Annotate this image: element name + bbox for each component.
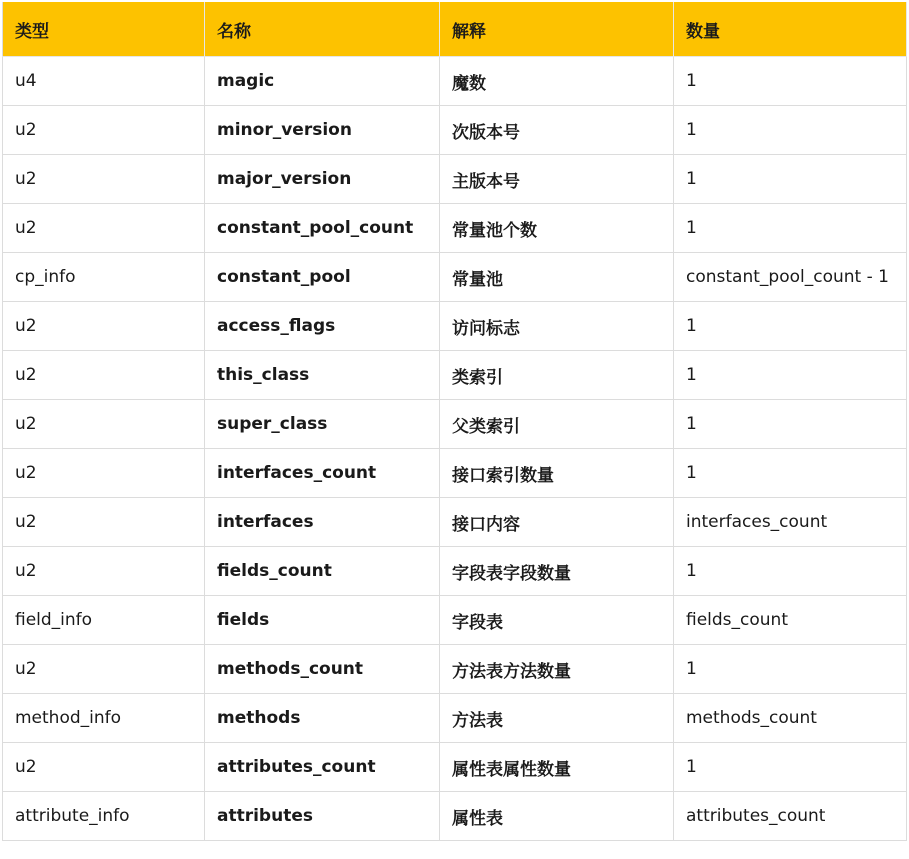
cell-name: methods [205,694,440,743]
table-row [3,106,907,155]
class-file-structure-table-container [2,2,906,841]
cell-name: constant_pool_count [205,204,440,253]
table-row [3,547,907,596]
table-row [3,400,907,449]
cell-description: 魔数 [440,57,674,106]
header-name: 名称 [205,2,440,57]
cell-count: 1 [674,57,907,106]
header-type: 类型 [3,2,205,57]
table-row [3,253,907,302]
cell-count: 1 [674,351,907,400]
cell-description: 属性表 [440,792,674,841]
cell-count: interfaces_count [674,498,907,547]
table-row [3,743,907,792]
table-row [3,596,907,645]
cell-count: fields_count [674,596,907,645]
cell-name: minor_version [205,106,440,155]
cell-type: u2 [3,106,205,155]
cell-type: u4 [3,57,205,106]
cell-count: 1 [674,106,907,155]
cell-type: u2 [3,351,205,400]
cell-description: 常量池 [440,253,674,302]
table-body [3,57,907,841]
cell-type: attribute_info [3,792,205,841]
cell-name: interfaces [205,498,440,547]
table-row [3,204,907,253]
cell-description: 次版本号 [440,106,674,155]
cell-name: constant_pool [205,253,440,302]
cell-type: u2 [3,204,205,253]
cell-count: attributes_count [674,792,907,841]
cell-name: interfaces_count [205,449,440,498]
cell-type: u2 [3,645,205,694]
cell-description: 方法表 [440,694,674,743]
table-row [3,351,907,400]
cell-description: 方法表方法数量 [440,645,674,694]
cell-description: 主版本号 [440,155,674,204]
cell-count: 1 [674,302,907,351]
cell-name: attributes [205,792,440,841]
cell-name: this_class [205,351,440,400]
cell-description: 父类索引 [440,400,674,449]
cell-description: 字段表字段数量 [440,547,674,596]
cell-description: 接口索引数量 [440,449,674,498]
cell-description: 字段表 [440,596,674,645]
header-count: 数量 [674,2,907,57]
cell-description: 接口内容 [440,498,674,547]
table-header [3,2,907,57]
cell-type: u2 [3,547,205,596]
table-row [3,155,907,204]
cell-count: 1 [674,155,907,204]
cell-count: 1 [674,204,907,253]
cell-name: attributes_count [205,743,440,792]
cell-description: 属性表属性数量 [440,743,674,792]
table-row [3,498,907,547]
cell-type: field_info [3,596,205,645]
cell-count: methods_count [674,694,907,743]
cell-count: 1 [674,400,907,449]
cell-name: magic [205,57,440,106]
cell-count: constant_pool_count - 1 [674,253,907,302]
cell-description: 访问标志 [440,302,674,351]
cell-description: 常量池个数 [440,204,674,253]
cell-name: fields [205,596,440,645]
cell-count: 1 [674,743,907,792]
cell-count: 1 [674,449,907,498]
cell-type: u2 [3,449,205,498]
cell-type: cp_info [3,253,205,302]
cell-type: method_info [3,694,205,743]
header-description: 解释 [440,2,674,57]
cell-type: u2 [3,155,205,204]
table-row [3,694,907,743]
cell-type: u2 [3,302,205,351]
table-row [3,449,907,498]
table-row [3,645,907,694]
cell-description: 类索引 [440,351,674,400]
header-row [3,2,907,57]
cell-type: u2 [3,743,205,792]
cell-type: u2 [3,498,205,547]
cell-count: 1 [674,645,907,694]
class-file-structure-table [2,2,907,841]
cell-name: access_flags [205,302,440,351]
cell-type: u2 [3,400,205,449]
cell-name: major_version [205,155,440,204]
cell-name: super_class [205,400,440,449]
cell-name: methods_count [205,645,440,694]
table-row [3,302,907,351]
table-row [3,792,907,841]
cell-count: 1 [674,547,907,596]
cell-name: fields_count [205,547,440,596]
table-row [3,57,907,106]
